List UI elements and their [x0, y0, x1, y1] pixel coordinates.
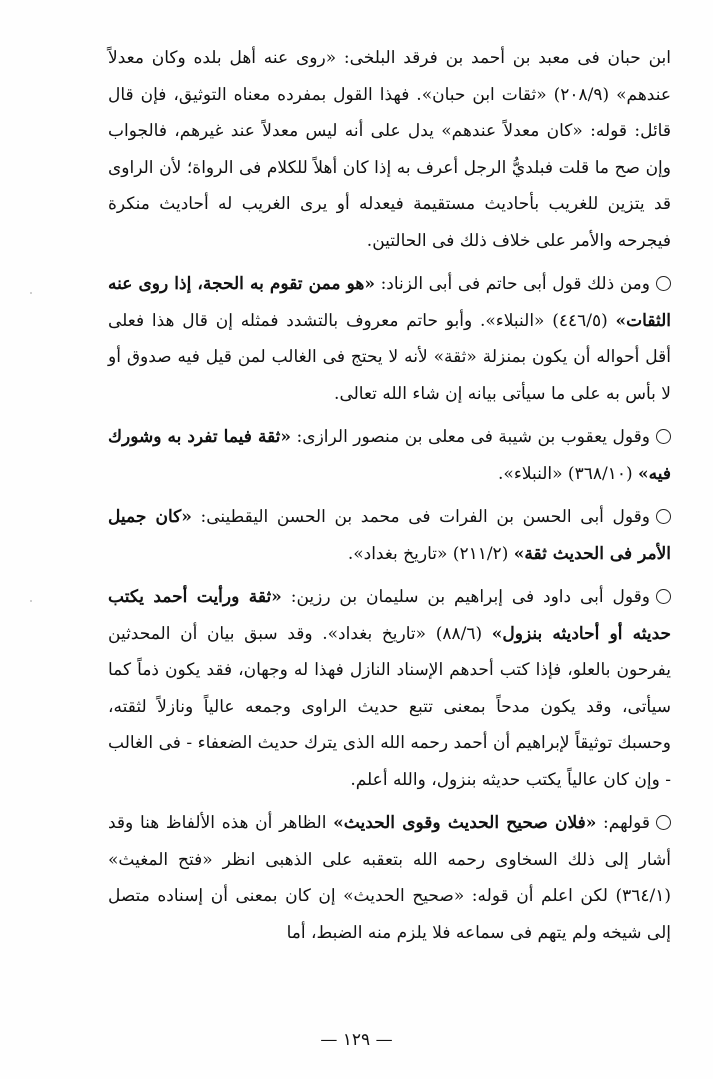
- page-body-text: [108, 40, 671, 958]
- paragraph: [108, 499, 671, 572]
- paragraph-text: (٤٤٦/٥) «النبلاء». وأبو حاتم معروف بالتشدد فمثله إن قال هذا فعلى أقل أحواله أن يكون بمنزلة «ثقة» لأنه لا يحتج فى الغالب لمن قيل فيه صدوق أو لا بأس به على ما سيأتى بيانه إن شاء الله تعالى.: [108, 310, 671, 404]
- circle-bullet-icon: [656, 429, 671, 444]
- bold-quote: «هو ممن تقوم به الحجة، إذا روى عنه الثقات»: [108, 274, 671, 331]
- paragraph: [108, 579, 671, 798]
- paragraph-text: الظاهر أن هذه الألفاظ هنا وقد أشار إلى ذلك السخاوى رحمه الله بتعقبه على الذهبى انظر «فتح المغيث» (٣٦٤/١) لكن اعلم أن قوله: «صحيح الحديث» إن كان بمعنى أن إسناده متصل إلى شيخه ولم يتهم فى سماعه فلا يلزم منه الضبط، أما: [108, 813, 671, 943]
- paragraph-text: قولهم:: [596, 813, 650, 833]
- bold-quote: «ثقة فيما تفرد به وشورك فيه»: [108, 427, 671, 484]
- paragraph: [108, 40, 671, 259]
- circle-bullet-icon: [656, 276, 671, 291]
- bold-quote: «ثقة ورأيت أحمد يكتب حديثه أو أحاديثه بنزول»: [108, 587, 672, 644]
- bold-quote: «كان جميل الأمر فى الحديث ثقة»: [108, 507, 671, 564]
- scan-mark: [30, 292, 32, 294]
- circle-bullet-icon: [656, 815, 671, 830]
- paragraph-text: وقول أبى داود فى إبراهيم بن سليمان بن رزين:: [281, 587, 650, 607]
- circle-bullet-icon: [656, 509, 671, 524]
- circle-bullet-icon: [656, 589, 671, 604]
- paragraph-text: وقول أبى الحسن بن الفرات فى محمد بن الحسن اليقطينى:: [191, 507, 650, 527]
- paragraph-text: (٨٨/٦) «تاريخ بغداد». وقد سبق بيان أن المحدثين يفرحون بالعلو، فإذا كتب أحدهم الإسناد النازل فهذا له وجهان، فقد يكون ذماً كما سيأتى، وقد يكون مدحاً بمعنى تتبع حديث الراوى وجمعه عالياً ونازلاً لثقته، وحسبك توثيقاً لإبراهيم أن أحمد رحمه الله الذى يترك حديث الضعفاء - فى الغالب - وإن كان عالياً يكتب حديثه بنزول، والله أعلم.: [108, 623, 671, 790]
- paragraph: [108, 419, 671, 492]
- bold-quote: «فلان صحيح الحديث وقوى الحديث»: [333, 813, 597, 833]
- paragraph-text: ابن حبان فى معبد بن أحمد بن فرقد البلخى: «روى عنه أهل بلده وكان معدلاً عندهم» (٢٠٨/٩) «ثقات ابن حبان». فهذا القول بمفرده معناه التوثيق، فإن قال قائل: قوله: «كان معدلاً عندهم» يدل على أنه ليس معدلاً عند غيرهم، فالجواب وإن صح ما قلت فبلديُّ الرجل أعرف به إذا كان أهلاً للكلام فى الرواة؛ لأن الراوى قد يتزين للغريب بأحاديث مستقيمة فيعدله أو يرى الغريب له أحاديث منكرة فيجرحه والأمر على خلاف ذلك فى الحالتين.: [108, 48, 671, 251]
- paragraph-text: (٢١١/٢) «تاريخ بغداد».: [347, 543, 514, 564]
- page-number: — ١٢٩ —: [320, 1030, 393, 1050]
- paragraph: [108, 805, 671, 951]
- paragraph: [108, 266, 671, 412]
- paragraph-text: ومن ذلك قول أبى حاتم فى أبى الزناد:: [374, 274, 650, 294]
- scan-mark: [30, 600, 32, 602]
- paragraph-text: وقول يعقوب بن شيبة فى معلى بن منصور الرازى:: [291, 427, 650, 447]
- paragraph-text: (٣٦٨/١٠) «النبلاء».: [498, 463, 638, 484]
